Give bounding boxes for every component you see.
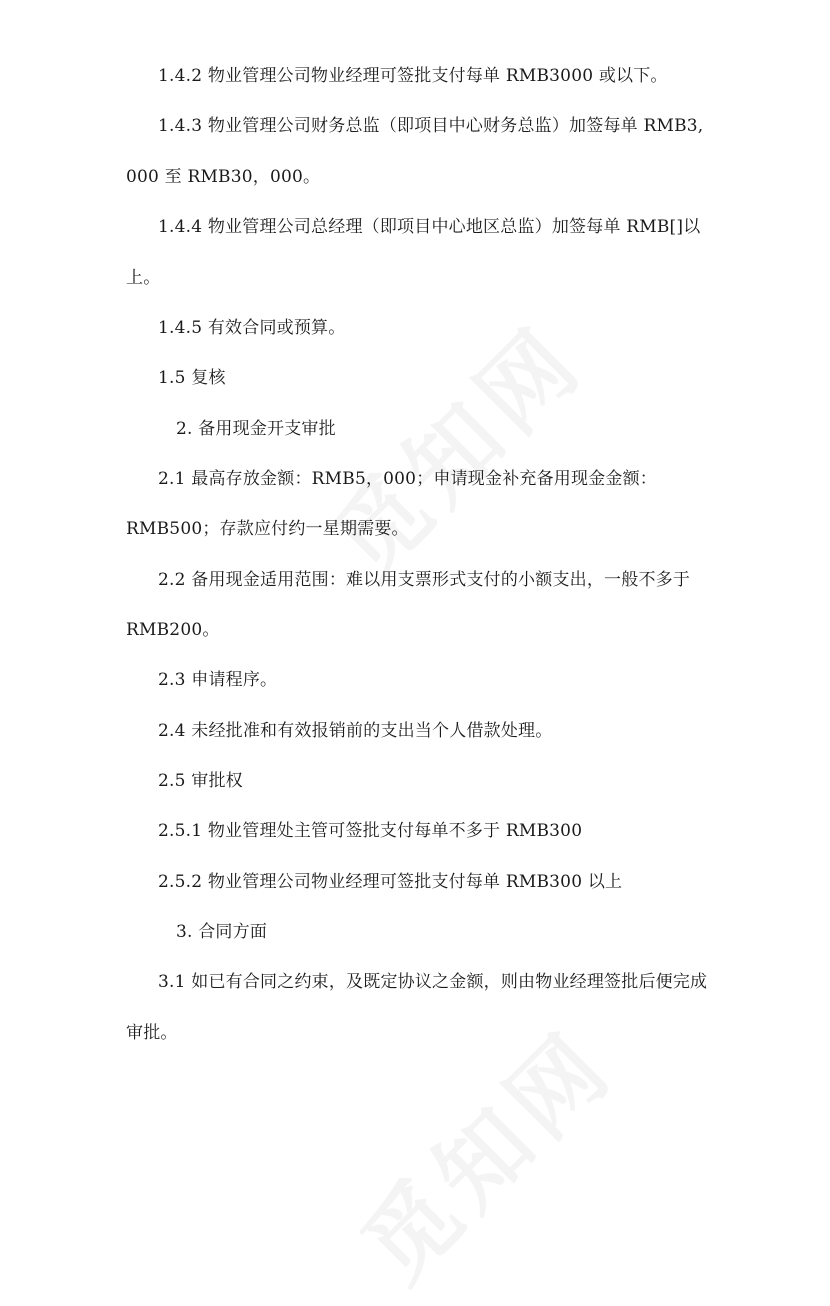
paragraph-2-1: 2.1 最高存放金额：RMB5，000；申请现金补充备用现金金额： bbox=[158, 469, 658, 489]
paragraph-1-4-4: 1.4.4 物业管理公司总经理（即项目中心地区总监）加签每单 RMB[]以 bbox=[158, 217, 701, 237]
heading-section-3: 3. 合同方面 bbox=[176, 922, 268, 942]
heading-2-5: 2.5 审批权 bbox=[158, 771, 243, 791]
paragraph-2-3: 2.3 申请程序。 bbox=[158, 670, 278, 690]
paragraph-1-4-3: 1.4.3 物业管理公司财务总监（即项目中心财务总监）加签每单 RMB3, bbox=[158, 116, 704, 136]
paragraph-2-4: 2.4 未经批准和有效报销前的支出当个人借款处理。 bbox=[158, 721, 553, 741]
paragraph-2-5-1: 2.5.1 物业管理处主管可签批支付每单不多于 RMB300 bbox=[158, 821, 583, 841]
paragraph-2-5-2: 2.5.2 物业管理公司物业经理可签批支付每单 RMB300 以上 bbox=[158, 872, 623, 892]
paragraph-1-4-4-cont: 上。 bbox=[126, 268, 161, 288]
paragraph-3-1: 3.1 如已有合同之约束，及既定协议之金额，则由物业经理签批后便完成 bbox=[158, 972, 708, 992]
paragraph-1-4-5: 1.4.5 有效合同或预算。 bbox=[158, 318, 346, 338]
paragraph-2-1-cont: RMB500；存款应付约一星期需要。 bbox=[126, 519, 409, 539]
heading-section-2: 2. 备用现金开支审批 bbox=[176, 419, 336, 439]
paragraph-3-1-cont: 审批。 bbox=[126, 1023, 178, 1043]
paragraph-1-4-3-cont: 000 至 RMB30，000。 bbox=[126, 167, 321, 187]
paragraph-2-2-cont: RMB200。 bbox=[126, 620, 220, 640]
paragraph-2-2: 2.2 备用现金适用范围：难以用支票形式支付的小额支出，一般不多于 bbox=[158, 570, 691, 590]
heading-1-5: 1.5 复核 bbox=[158, 368, 226, 388]
watermark bbox=[328, 996, 638, 1306]
paragraph-1-4-2: 1.4.2 物业管理公司物业经理可签批支付每单 RMB3000 或以下。 bbox=[158, 66, 668, 86]
